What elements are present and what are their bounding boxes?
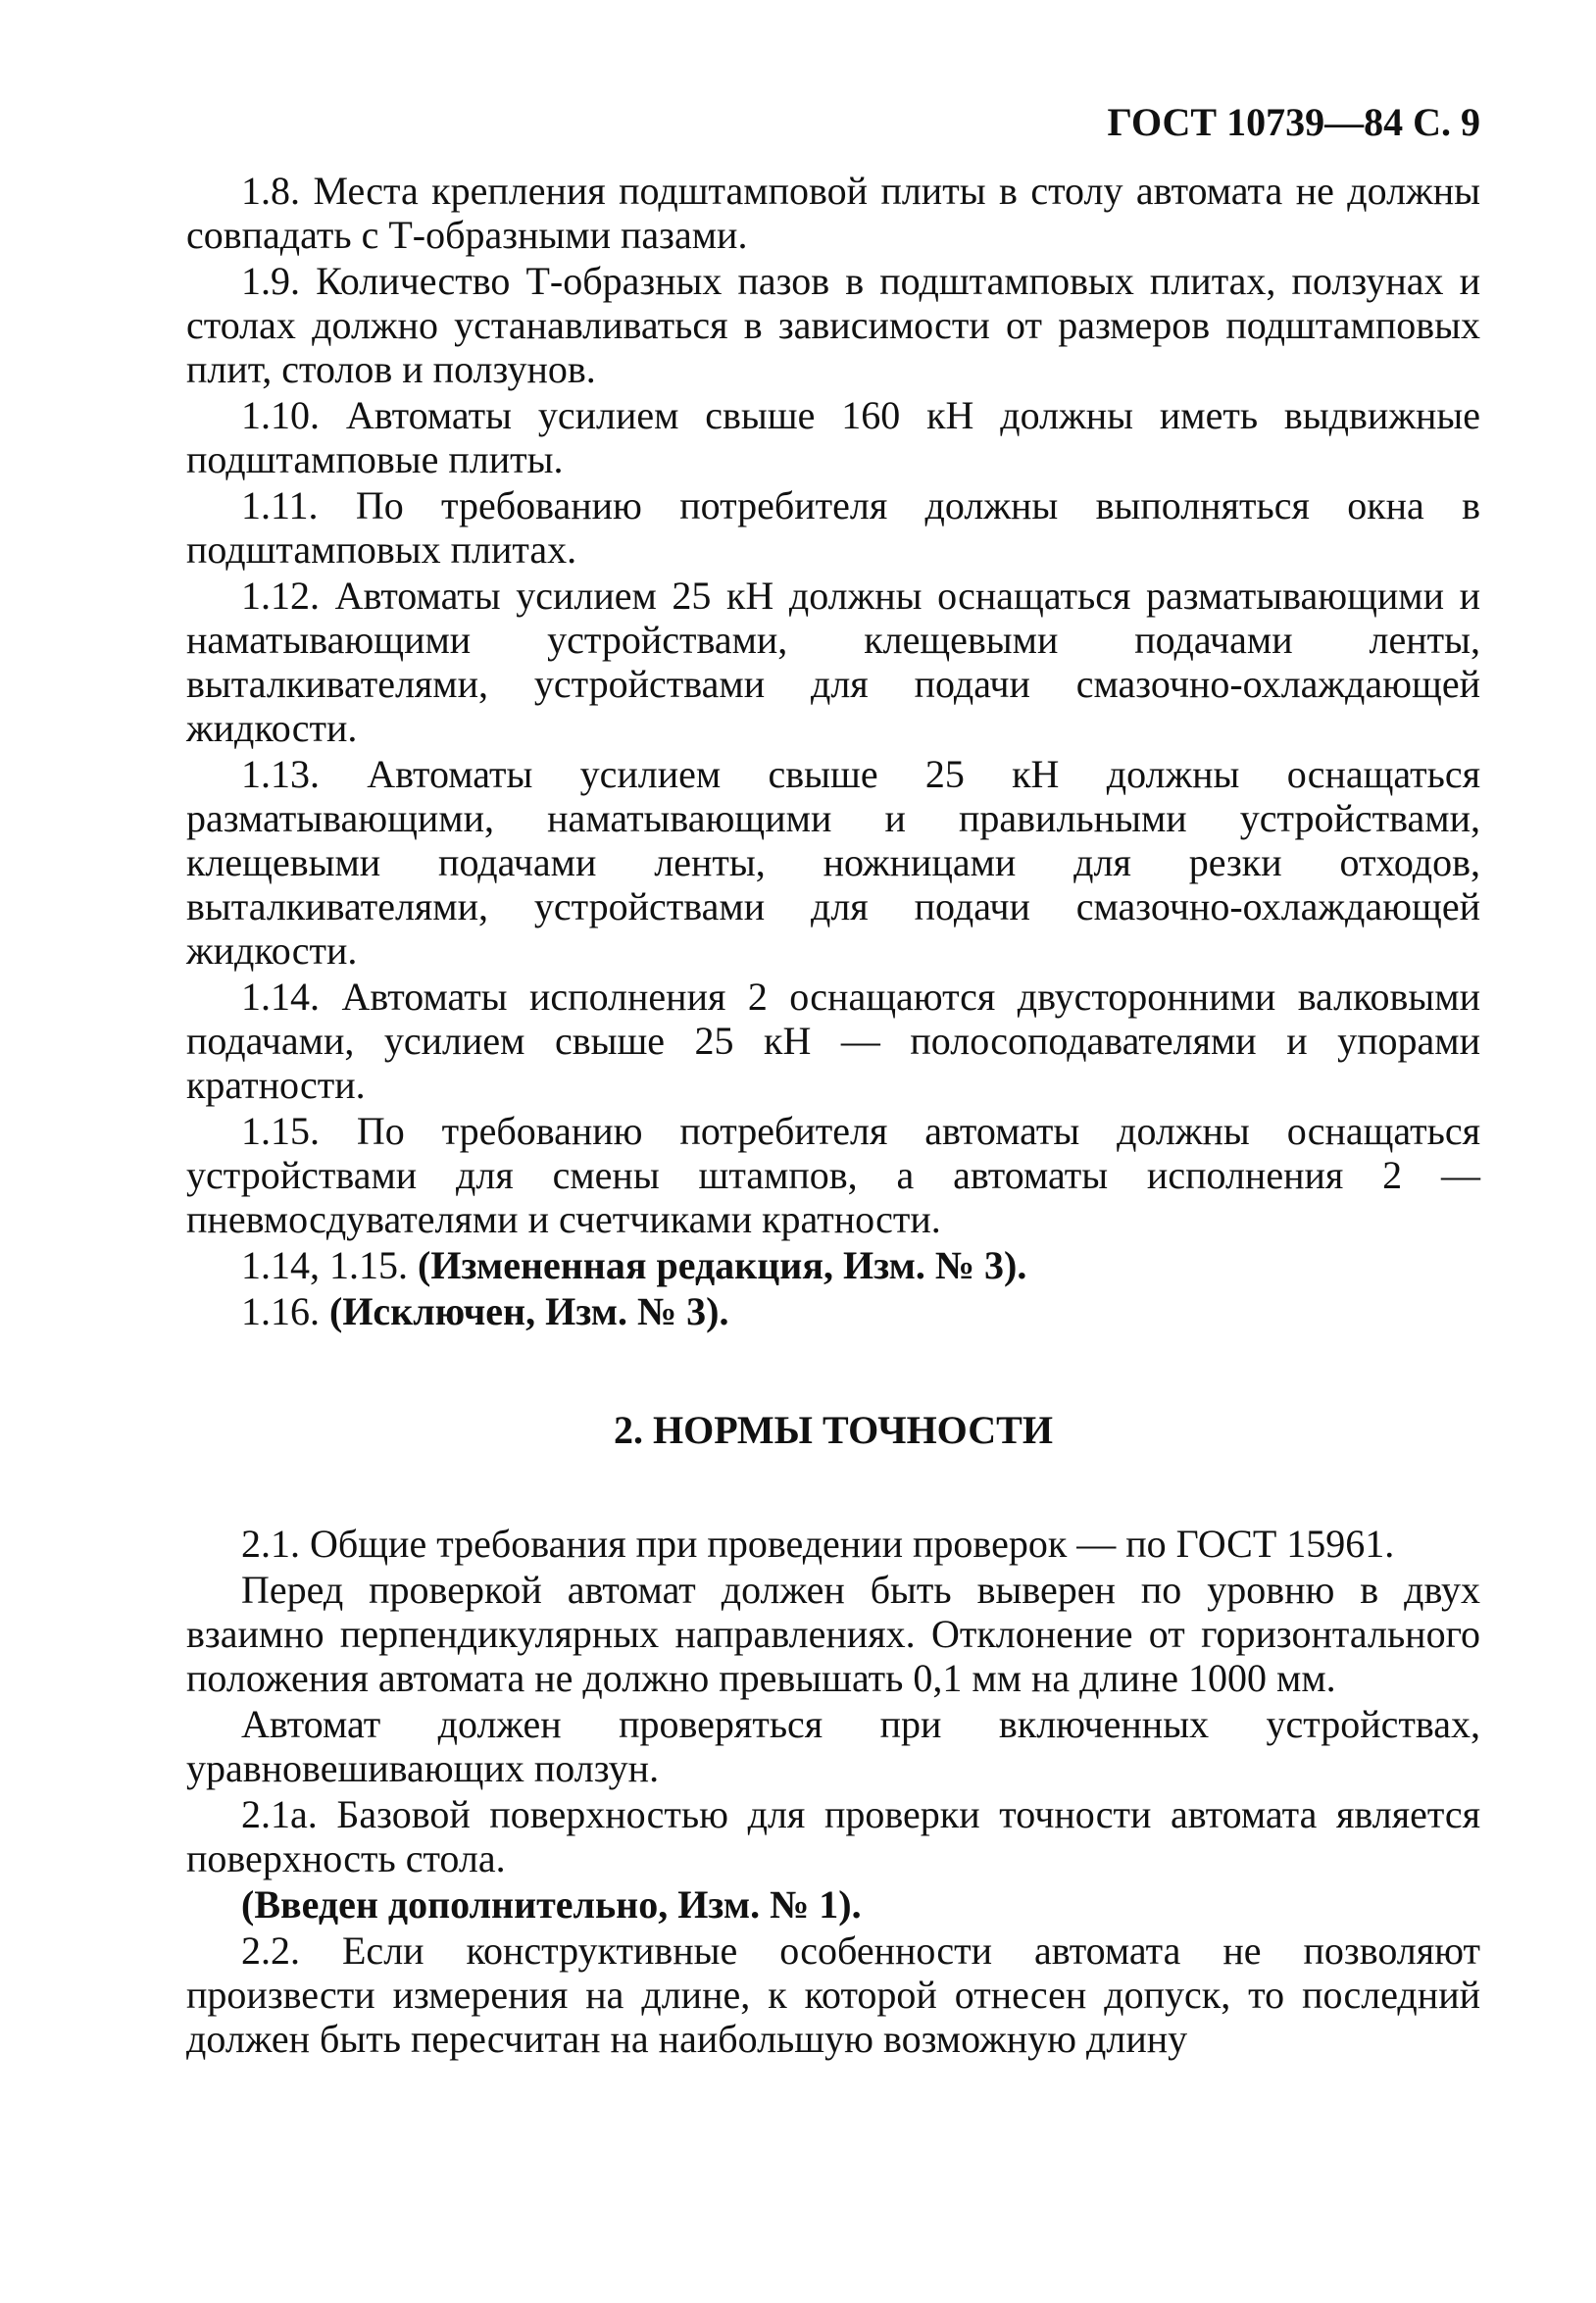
clause-number: 1.14. [241, 975, 320, 1019]
clause-1-10 [186, 393, 1480, 481]
clause-text: Общие требования при проведении проверок — по ГОСТ 15961. [310, 1522, 1395, 1566]
clause-number: 1.13. [241, 752, 320, 796]
clause-text: Места крепления подштамповой плиты в столу автомата не должны совпадать с Т-образными пазами. [186, 169, 1480, 257]
clause-1-11 [186, 483, 1480, 572]
clause-number: 2.1. [241, 1522, 300, 1566]
clause-text: Базовой поверхностью для проверки точности автомата является поверхность стола. [186, 1792, 1480, 1880]
clause-2-1-paragraph-3: Автомат должен проверяться при включенных устройствах, уравновешивающих ползун. [186, 1702, 1480, 1790]
section-title: 2. НОРМЫ ТОЧНОСТИ [614, 1408, 1053, 1452]
clause-2-1-paragraph-2: Перед проверкой автомат должен быть выверен по уровню в двух взаимно перпендикулярных направлениях. Отклонение от горизонтального положения автомата не должно превышать 0,1 мм на длине 1000 мм. [186, 1568, 1480, 1700]
clause-number: 1.9. [241, 259, 300, 303]
clause-number: 2.2. [241, 1928, 300, 1973]
clause-1-12 [186, 574, 1480, 750]
amendment-text: (Измененная редакция, Изм. № 3). [418, 1243, 1027, 1287]
clause-2-2 [186, 1928, 1480, 2061]
clause-text: По требованию потребителя должны выполняться окна в подштамповых плитах. [186, 483, 1480, 572]
clause-1-9 [186, 259, 1480, 391]
clause-number: 2.1а. [241, 1792, 318, 1836]
amendment-text: (Исключен, Изм. № 3). [329, 1289, 729, 1333]
clause-text: Количество Т-образных пазов в подштамповых плитах, ползунах и столах должно устанавливаться в зависимости от размеров подштамповых плит, столов и ползунов. [186, 259, 1481, 391]
clause-number: 1.16. [241, 1289, 320, 1333]
clause-text: Автоматы усилием свыше 25 кН должны оснащаться разматывающими, наматывающими и правильными устройствами, клещевыми подачами ленты, ножницами для резки отходов, выталкивателями, устройствами для подачи смазочно-охлаждающей жидкости. [186, 752, 1481, 973]
clause-2-1a [186, 1792, 1480, 1880]
clause-text: Автоматы усилием 25 кН должны оснащаться разматывающими и наматывающими устройствами, клещевыми подачами ленты, выталкивателями, устройствами для подачи смазочно-охлаждающей жидкости. [186, 574, 1481, 750]
document-page [186, 98, 1480, 2063]
page-header: ГОСТ 10739—84 С. 9 [1107, 100, 1480, 144]
amendment-note-3: (Введен дополнительно, Изм. № 1). [241, 1882, 862, 1927]
clause-1-14 [186, 975, 1480, 1107]
clause-number: 1.12. [241, 574, 320, 618]
clause-text: Автоматы исполнения 2 оснащаются двусторонними валковыми подачами, усилием свыше 25 кН — полосоподавателями и упорами кратности. [186, 975, 1481, 1107]
clause-number: 1.10. [241, 393, 320, 437]
clause-text: Автоматы усилием свыше 160 кН должны иметь выдвижные подштамповые плиты. [186, 393, 1481, 481]
clause-number: 1.15. [241, 1109, 320, 1153]
clause-number: 1.11. [241, 483, 319, 527]
clause-number: 1.14, 1.15. [241, 1243, 408, 1287]
clause-2-1 [186, 1522, 1480, 1566]
clause-1-8 [186, 169, 1480, 257]
clause-1-15 [186, 1109, 1480, 1241]
clause-number: 1.8. [241, 169, 300, 213]
amendment-note-1 [186, 1243, 1480, 1287]
clause-1-13 [186, 752, 1480, 973]
amendment-note-2 [186, 1289, 1480, 1333]
clause-text: По требованию потребителя автоматы должны оснащаться устройствами для смены штампов, а автоматы исполнения 2 — пневмосдувателями и счетчиками кратности. [186, 1109, 1480, 1241]
clause-text: Если конструктивные особенности автомата не позволяют произвести измерения на длине, к которой отнесен допуск, то последний должен быть пересчитан на наибольшую возможную длину [186, 1928, 1481, 2061]
